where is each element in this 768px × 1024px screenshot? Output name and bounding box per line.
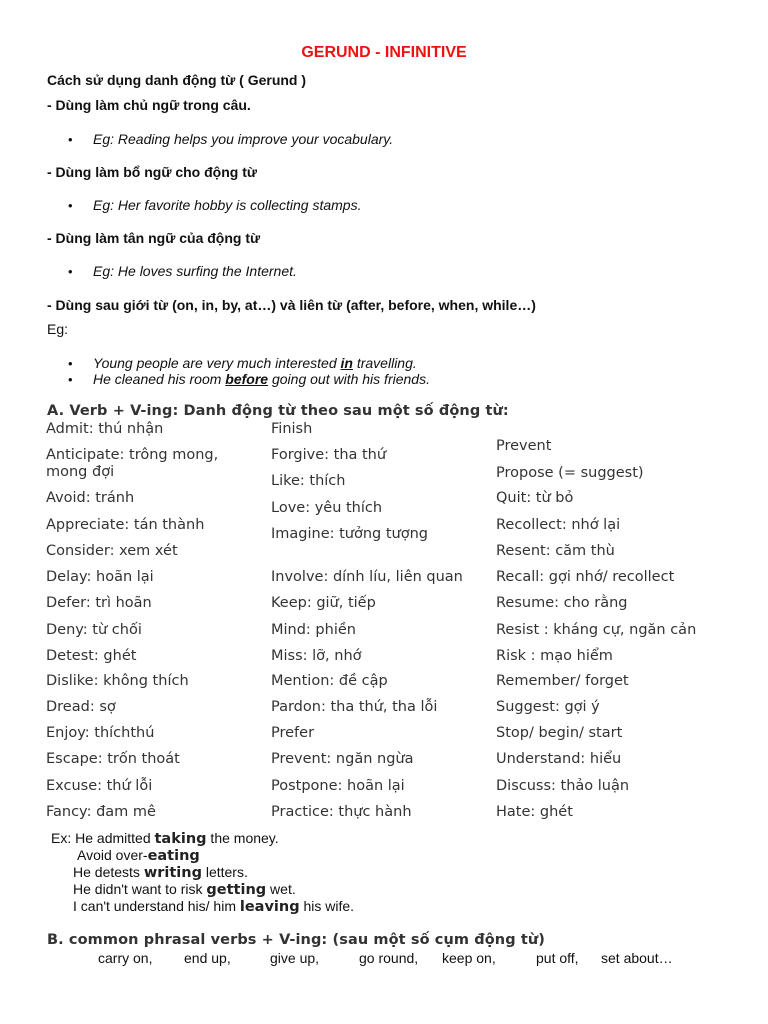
key-word: writing (143, 865, 202, 881)
verb-entry: Mind: phiền (271, 622, 356, 638)
verb-entry: Recollect: nhớ lại (496, 517, 621, 533)
bullet-icon: • (68, 132, 73, 147)
prep-example-2: • He cleaned his room before going out with his friends. (68, 371, 430, 387)
example-line: Ex: He admitted taking the money. (51, 830, 279, 847)
verb-entry: Resume: cho rằng (496, 595, 628, 611)
verb-entry: Stop/ begin/ start (496, 725, 623, 741)
verb-entry: Anticipate: trông mong, mong đợi (46, 447, 219, 480)
use-heading-preposition: - Dùng sau giới từ (on, in, by, at…) và liên từ (after, before, when, while…) (47, 297, 536, 313)
verb-entry: Excuse: thứ lỗi (46, 778, 153, 794)
verb-entry: Recall: gợi nhớ/ recollect (496, 569, 675, 585)
example-text: Eg: He loves surfing the Internet. (93, 263, 297, 279)
verb-entry: Quit: từ bỏ (496, 490, 574, 506)
phrasal-verb: carry on, (98, 950, 153, 966)
phrasal-verb: give up, (270, 950, 320, 966)
verb-entry: Prevent: ngăn ngừa (271, 751, 414, 767)
eg-label: Eg: (47, 321, 69, 337)
verb-entry: Prefer (271, 725, 315, 741)
example-line: He detests writing letters. (73, 864, 248, 881)
intro-heading: Cách sử dụng danh động từ ( Gerund ) (47, 72, 307, 88)
verb-entry: Resist : kháng cự, ngăn cản (496, 622, 697, 638)
example-line: Avoid over-eating (77, 847, 200, 864)
verb-entry: Understand: hiểu (496, 751, 622, 767)
verb-entry: Propose (= suggest) (496, 465, 644, 481)
verb-entry: Love: yêu thích (271, 500, 383, 516)
verb-entry: Mention: đề cập (271, 673, 388, 689)
verb-entry: Risk : mạo hiểm (496, 648, 613, 664)
verb-entry: Finish (271, 421, 313, 437)
verb-entry: Like: thích (271, 473, 346, 489)
key-word: before (225, 371, 269, 387)
key-word: in (340, 355, 353, 371)
use-heading-complement: - Dùng làm bổ ngữ cho động từ (47, 164, 258, 180)
verb-entry: Imagine: tưởng tượng (271, 526, 429, 542)
key-word: leaving (239, 899, 300, 915)
bullet-icon: • (68, 356, 73, 371)
use-example-subject (68, 131, 394, 147)
verb-entry: Consider: xem xét (46, 543, 178, 559)
section-b-heading: B. common phrasal verbs + V-ing: (sau một số cụm động từ) (47, 932, 546, 948)
key-word: taking (154, 831, 207, 847)
verb-entry: Avoid: tránh (46, 490, 135, 506)
verb-entry: Resent: căm thù (496, 543, 615, 559)
prep-example-1: • Young people are very much interested in travelling. (68, 355, 417, 371)
example-line: He didn't want to risk getting wet. (73, 881, 296, 898)
bullet-icon: • (68, 372, 73, 387)
verb-entry: Deny: từ chối (46, 622, 142, 638)
verb-entry: Delay: hoãn lại (46, 569, 154, 585)
verb-entry: Miss: lỡ, nhớ (271, 648, 362, 664)
example-line: I can't understand his/ him leaving his wife. (73, 898, 355, 915)
verb-entry: Remember/ forget (496, 673, 629, 689)
verb-entry: Escape: trốn thoát (46, 751, 180, 767)
phrasal-verb: go round, (359, 950, 419, 966)
verb-entry: Suggest: gợi ý (496, 699, 600, 715)
verb-entry: Fancy: đam mê (46, 804, 156, 820)
verb-entry: Enjoy: thíchthú (46, 725, 155, 741)
verb-entry: Discuss: thảo luận (496, 778, 630, 794)
verb-entry: Postpone: hoãn lại (271, 778, 405, 794)
verb-entry: Hate: ghét (496, 804, 573, 820)
phrasal-verb: keep on, (442, 950, 496, 966)
verb-entry: Pardon: tha thứ, tha lỗi (271, 699, 438, 715)
use-heading-subject: - Dùng làm chủ ngữ trong câu. (47, 97, 251, 113)
verb-entry: Appreciate: tán thành (46, 517, 205, 533)
verb-entry: Forgive: tha thứ (271, 447, 387, 463)
verb-entry: Prevent (496, 438, 552, 454)
key-word: getting (206, 882, 267, 898)
verb-entry: Dislike: không thích (46, 673, 189, 689)
verb-entry: Practice: thực hành (271, 804, 412, 820)
use-example-object (68, 263, 297, 279)
verb-entry: Involve: dính líu, liên quan (271, 569, 463, 585)
phrasal-verb: put off, (536, 950, 579, 966)
section-a-heading: A. Verb + V-ing: Danh động từ theo sau một số động từ: (47, 403, 509, 419)
example-text: Eg: Her favorite hobby is collecting stamps. (93, 197, 362, 213)
verb-entry: Dread: sợ (46, 699, 116, 715)
bullet-icon: • (68, 198, 73, 213)
phrasal-verb: set about… (601, 950, 673, 966)
example-text: Eg: Reading helps you improve your vocabulary. (93, 131, 394, 147)
use-example-complement (68, 197, 362, 213)
verb-entry: Keep: giữ, tiếp (271, 595, 376, 611)
verb-entry: Admit: thú nhận (46, 421, 164, 437)
phrasal-verb: end up, (184, 950, 231, 966)
verb-entry: Defer: trì hoãn (46, 595, 152, 611)
verb-entry: Detest: ghét (46, 648, 137, 664)
bullet-icon: • (68, 264, 73, 279)
use-heading-object: - Dùng làm tân ngữ của động từ (47, 230, 261, 246)
key-word: eating (147, 848, 200, 864)
page-title: GERUND - INFINITIVE (301, 44, 467, 61)
